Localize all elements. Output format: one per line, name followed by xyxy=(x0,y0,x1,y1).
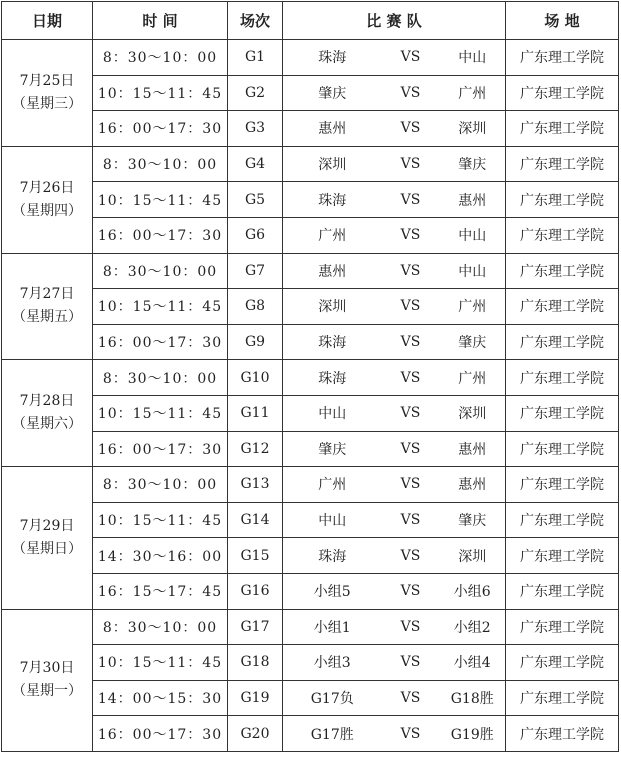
away-team-cell: 中山 xyxy=(440,217,506,253)
match-id-cell: G10 xyxy=(228,360,283,396)
vs-cell: VS xyxy=(382,395,440,431)
vs-cell: VS xyxy=(382,645,440,681)
home-team-cell: 深圳 xyxy=(283,146,382,182)
home-team-cell: 小组5 xyxy=(283,573,382,609)
time-cell: 16：00～17：30 xyxy=(93,217,228,253)
header-match-id: 场次 xyxy=(228,2,283,40)
venue-cell: 广东理工学院 xyxy=(506,75,619,111)
date-label: 7月27日 xyxy=(19,286,75,303)
time-cell: 14：30～16：00 xyxy=(93,538,228,574)
home-team-cell: 中山 xyxy=(283,502,382,538)
home-team-cell: 深圳 xyxy=(283,289,382,325)
match-id-cell: G6 xyxy=(228,217,283,253)
vs-cell: VS xyxy=(382,573,440,609)
table-row xyxy=(2,716,619,752)
table-row xyxy=(2,182,619,218)
table-row xyxy=(2,680,619,716)
table-row xyxy=(2,467,619,503)
time-cell: 10：15～11：45 xyxy=(93,645,228,681)
match-id-cell: G11 xyxy=(228,395,283,431)
away-team-cell: 广州 xyxy=(440,75,506,111)
venue-cell: 广东理工学院 xyxy=(506,289,619,325)
venue-cell: 广东理工学院 xyxy=(506,645,619,681)
date-label: 7月30日 xyxy=(19,660,75,677)
home-team-cell: G17负 xyxy=(283,680,382,716)
time-cell: 10：15～11：45 xyxy=(93,182,228,218)
table-row xyxy=(2,289,619,325)
date-label: 7月26日 xyxy=(19,179,75,196)
match-id-cell: G12 xyxy=(228,431,283,467)
vs-cell: VS xyxy=(382,111,440,147)
vs-cell: VS xyxy=(382,360,440,396)
vs-cell: VS xyxy=(382,467,440,503)
home-team-cell: 珠海 xyxy=(283,40,382,76)
away-team-cell: 惠州 xyxy=(440,182,506,218)
vs-cell: VS xyxy=(382,146,440,182)
away-team-cell: 惠州 xyxy=(440,431,506,467)
table-row xyxy=(2,253,619,289)
venue-cell: 广东理工学院 xyxy=(506,146,619,182)
weekday-label: （星期五） xyxy=(12,309,82,326)
venue-cell: 广东理工学院 xyxy=(506,253,619,289)
vs-cell: VS xyxy=(382,502,440,538)
away-team-cell: 小组4 xyxy=(440,645,506,681)
venue-cell: 广东理工学院 xyxy=(506,360,619,396)
home-team-cell: 小组3 xyxy=(283,645,382,681)
match-id-cell: G17 xyxy=(228,609,283,645)
home-team-cell: 广州 xyxy=(283,467,382,503)
time-cell: 8：30～10：00 xyxy=(93,467,228,503)
vs-cell: VS xyxy=(382,40,440,76)
home-team-cell: G17胜 xyxy=(283,716,382,752)
vs-cell: VS xyxy=(382,289,440,325)
vs-cell: VS xyxy=(382,182,440,218)
venue-cell: 广东理工学院 xyxy=(506,467,619,503)
home-team-cell: 小组1 xyxy=(283,609,382,645)
venue-cell: 广东理工学院 xyxy=(506,431,619,467)
home-team-cell: 珠海 xyxy=(283,360,382,396)
match-id-cell: G1 xyxy=(228,40,283,76)
header-date: 日期 xyxy=(2,2,93,40)
home-team-cell: 惠州 xyxy=(283,111,382,147)
table-row xyxy=(2,111,619,147)
away-team-cell: 深圳 xyxy=(440,538,506,574)
weekday-label: （星期日） xyxy=(12,540,82,557)
time-cell: 16：00～17：30 xyxy=(93,324,228,360)
away-team-cell: G19胜 xyxy=(440,716,506,752)
vs-cell: VS xyxy=(382,431,440,467)
away-team-cell: 广州 xyxy=(440,360,506,396)
table-row xyxy=(2,146,619,182)
away-team-cell: 肇庆 xyxy=(440,324,506,360)
away-team-cell: 深圳 xyxy=(440,395,506,431)
table-row xyxy=(2,360,619,396)
match-id-cell: G14 xyxy=(228,502,283,538)
date-label: 7月28日 xyxy=(19,393,75,410)
home-team-cell: 珠海 xyxy=(283,538,382,574)
match-id-cell: G20 xyxy=(228,716,283,752)
venue-cell: 广东理工学院 xyxy=(506,716,619,752)
match-id-cell: G18 xyxy=(228,645,283,681)
venue-cell: 广东理工学院 xyxy=(506,182,619,218)
venue-cell: 广东理工学院 xyxy=(506,111,619,147)
time-cell: 8：30～10：00 xyxy=(93,360,228,396)
time-cell: 16：00～17：30 xyxy=(93,431,228,467)
table-row xyxy=(2,538,619,574)
home-team-cell: 惠州 xyxy=(283,253,382,289)
vs-cell: VS xyxy=(382,609,440,645)
venue-cell: 广东理工学院 xyxy=(506,395,619,431)
match-id-cell: G5 xyxy=(228,182,283,218)
table-row xyxy=(2,609,619,645)
venue-cell: 广东理工学院 xyxy=(506,217,619,253)
home-team-cell: 广州 xyxy=(283,217,382,253)
table-row xyxy=(2,40,619,76)
date-cell xyxy=(2,360,93,467)
table-row xyxy=(2,573,619,609)
table-row xyxy=(2,324,619,360)
date-cell xyxy=(2,467,93,609)
home-team-cell: 肇庆 xyxy=(283,75,382,111)
match-id-cell: G2 xyxy=(228,75,283,111)
table-row xyxy=(2,395,619,431)
vs-cell: VS xyxy=(382,253,440,289)
venue-cell: 广东理工学院 xyxy=(506,538,619,574)
home-team-cell: 珠海 xyxy=(283,182,382,218)
match-id-cell: G13 xyxy=(228,467,283,503)
match-id-cell: G9 xyxy=(228,324,283,360)
away-team-cell: 中山 xyxy=(440,253,506,289)
time-cell: 8：30～10：00 xyxy=(93,40,228,76)
match-id-cell: G8 xyxy=(228,289,283,325)
table-row xyxy=(2,645,619,681)
match-id-cell: G16 xyxy=(228,573,283,609)
match-id-cell: G4 xyxy=(228,146,283,182)
time-cell: 16：00～17：30 xyxy=(93,111,228,147)
vs-cell: VS xyxy=(382,217,440,253)
date-label: 7月25日 xyxy=(19,72,75,89)
match-id-cell: G3 xyxy=(228,111,283,147)
match-id-cell: G19 xyxy=(228,680,283,716)
date-cell xyxy=(2,146,93,253)
home-team-cell: 珠海 xyxy=(283,324,382,360)
date-cell xyxy=(2,40,93,147)
vs-cell: VS xyxy=(382,75,440,111)
away-team-cell: 小组6 xyxy=(440,573,506,609)
header-row xyxy=(2,2,619,40)
weekday-label: （星期三） xyxy=(12,95,82,112)
time-cell: 14：00～15：30 xyxy=(93,680,228,716)
vs-cell: VS xyxy=(382,716,440,752)
time-cell: 10：15～11：45 xyxy=(93,395,228,431)
venue-cell: 广东理工学院 xyxy=(506,324,619,360)
table-row xyxy=(2,75,619,111)
away-team-cell: 惠州 xyxy=(440,467,506,503)
home-team-cell: 肇庆 xyxy=(283,431,382,467)
table-row xyxy=(2,217,619,253)
header-teams: 比 赛 队 xyxy=(283,2,506,40)
weekday-label: （星期一） xyxy=(12,683,82,700)
time-cell: 10：15～11：45 xyxy=(93,289,228,325)
match-id-cell: G15 xyxy=(228,538,283,574)
table-row xyxy=(2,502,619,538)
venue-cell: 广东理工学院 xyxy=(506,502,619,538)
time-cell: 10：15～11：45 xyxy=(93,75,228,111)
weekday-label: （星期四） xyxy=(12,202,82,219)
time-cell: 10：15～11：45 xyxy=(93,502,228,538)
away-team-cell: 肇庆 xyxy=(440,146,506,182)
time-cell: 16：15～17：45 xyxy=(93,573,228,609)
away-team-cell: 广州 xyxy=(440,289,506,325)
table-row xyxy=(2,431,619,467)
home-team-cell: 中山 xyxy=(283,395,382,431)
schedule-body xyxy=(2,40,619,752)
weekday-label: （星期六） xyxy=(12,416,82,433)
date-cell xyxy=(2,253,93,360)
away-team-cell: 深圳 xyxy=(440,111,506,147)
venue-cell: 广东理工学院 xyxy=(506,680,619,716)
schedule-table xyxy=(1,1,619,752)
header-venue: 场 地 xyxy=(506,2,619,40)
date-label: 7月29日 xyxy=(19,517,75,534)
away-team-cell: 中山 xyxy=(440,40,506,76)
venue-cell: 广东理工学院 xyxy=(506,40,619,76)
away-team-cell: 肇庆 xyxy=(440,502,506,538)
match-id-cell: G7 xyxy=(228,253,283,289)
vs-cell: VS xyxy=(382,324,440,360)
away-team-cell: G18胜 xyxy=(440,680,506,716)
date-cell xyxy=(2,609,93,751)
venue-cell: 广东理工学院 xyxy=(506,609,619,645)
header-time: 时 间 xyxy=(93,2,228,40)
away-team-cell: 小组2 xyxy=(440,609,506,645)
time-cell: 8：30～10：00 xyxy=(93,609,228,645)
vs-cell: VS xyxy=(382,538,440,574)
venue-cell: 广东理工学院 xyxy=(506,573,619,609)
time-cell: 8：30～10：00 xyxy=(93,146,228,182)
time-cell: 16：00～17：30 xyxy=(93,716,228,752)
vs-cell: VS xyxy=(382,680,440,716)
time-cell: 8：30～10：00 xyxy=(93,253,228,289)
